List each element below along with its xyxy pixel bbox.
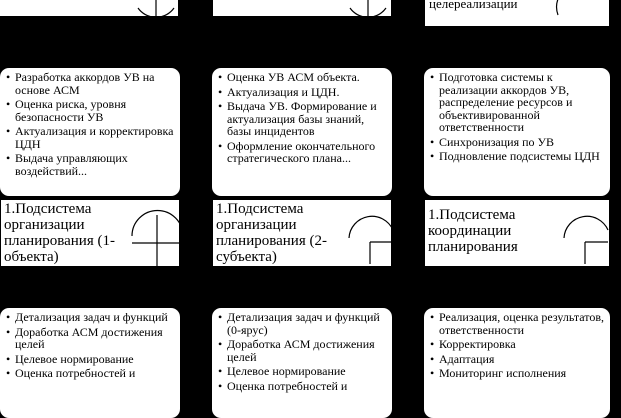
subsystem-label: 1.Подсистема организации планирования (2-субъекта) [216, 201, 327, 265]
crosshair-circle-icon [128, 209, 188, 269]
bullet-item: • Доработка АСМ достижения целей [5, 326, 175, 351]
bullet-box-planning-subject [212, 68, 392, 196]
bullet-item: • Детализация задач и функций [5, 311, 175, 324]
bullet-item: • Подновление подсистемы ЦДН [429, 150, 605, 163]
bullet-item: • Мониторинг исполнения [429, 367, 605, 380]
bullet-item: • Оценка УВ АСМ объекта. [217, 71, 387, 84]
top-right-label: целереализации [429, 0, 518, 11]
bullet-item: • Синхронизация по УВ [429, 136, 605, 149]
bullet-item: • Доработка АСМ достижения целей [217, 338, 387, 363]
bullet-box-realization [424, 308, 610, 418]
bullet-item: • Оценка риска, уровня безопасности УВ [5, 98, 175, 123]
bullet-item: • Оценка потребностей и [217, 380, 387, 393]
bullet-box-detailing-2 [212, 308, 392, 418]
bullet-item: • Корректировка [429, 338, 605, 351]
bullet-item: • Целевое нормирование [217, 365, 387, 378]
top-left-circle-icon [130, 0, 180, 18]
bullet-item: • Целевое нормирование [5, 353, 175, 366]
bullet-item: • Оформление окончательного стратегического плана... [217, 140, 387, 165]
bullet-item: • Актуализация и корректировка ЦДН [5, 125, 175, 150]
subsystem-label: 1.Подсистема координации планирования [428, 207, 518, 255]
bullet-item: • Выдача УВ. Формирование и актуализация базы знаний, базы инцидентов [217, 100, 387, 138]
bullet-item: • Разработка аккордов УВ на основе АСМ [5, 71, 175, 96]
bullet-item: • Оценка потребностей и [5, 367, 175, 380]
bullet-box-detailing-1 [0, 308, 180, 418]
bullet-item: • Выдача управляющих воздействий... [5, 152, 175, 177]
top-right-circle-icon [556, 0, 606, 30]
subsystem-label: 1.Подсистема организации планирования (1-объекта) [4, 201, 115, 265]
bullet-box-planning-object [0, 68, 180, 196]
bullet-item: • Актуализация и ЦДН. [217, 86, 387, 99]
bullet-item: • Детализация задач и функций (0-ярус) [217, 311, 387, 336]
half-circle-icon [560, 214, 610, 264]
bullet-item: • Подготовка системы к реализации аккордов УВ, распределение ресурсов и объективированной ответственности [429, 71, 605, 134]
bullet-box-coordination [424, 68, 610, 196]
bullet-item: • Адаптация [429, 353, 605, 366]
bullet-item: • Реализация, оценка результатов, ответственности [429, 311, 605, 336]
top-middle-circle-icon [342, 0, 392, 18]
half-circle-icon [345, 214, 395, 264]
